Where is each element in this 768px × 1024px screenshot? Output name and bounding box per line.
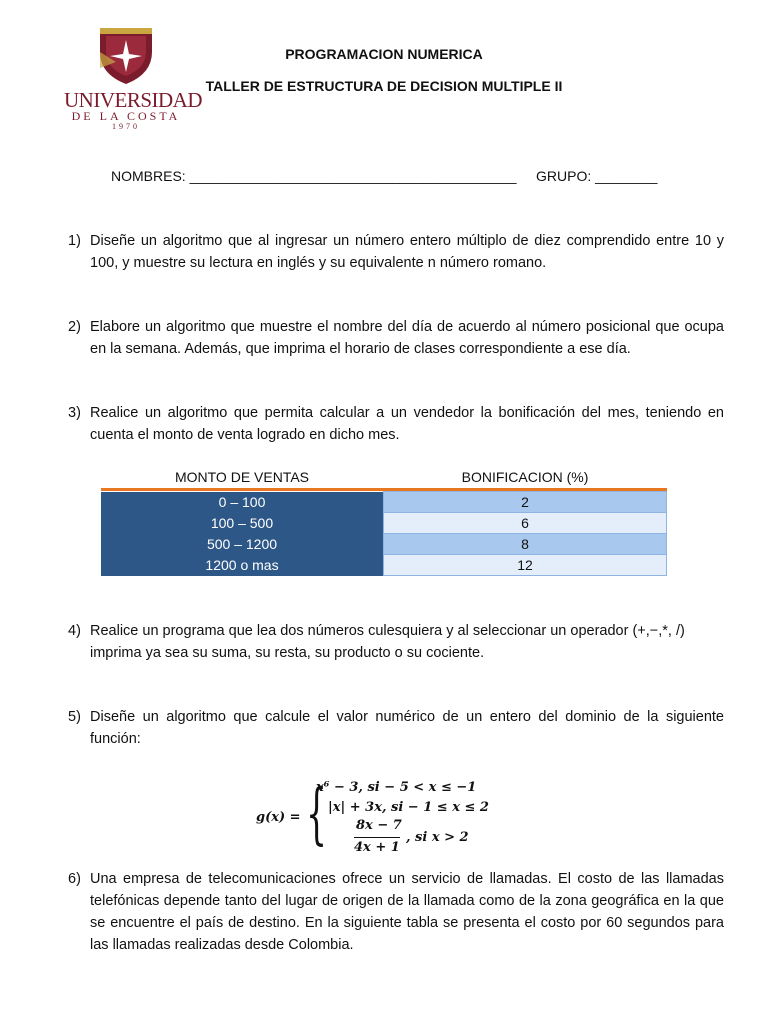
logo-university-text: UNIVERSIDAD	[64, 88, 202, 112]
table-row	[101, 513, 667, 534]
question-number: 1)	[68, 233, 81, 249]
question-number: 3)	[68, 405, 81, 421]
question-text: Realice un algoritmo que permita calcular a un vendedor la bonificación del mes, teniendo en cuenta el monto de venta logrado en dicho mes.	[90, 405, 724, 443]
case-3-condition: , si x > 2	[406, 830, 469, 845]
table-cell: 0 – 100	[101, 492, 384, 513]
brace-icon: {	[306, 775, 327, 852]
case-3-numerator: 8x − 7	[356, 818, 402, 833]
table-row	[101, 555, 667, 576]
question-6	[68, 868, 724, 956]
case-3-denominator: 4x + 1	[354, 840, 400, 855]
question-text: Realice un programa que lea dos números culesquiera y al seleccionar un operador (+,−,*, /) imprima ya sea su suma, su resta, su producto o su cociente.	[90, 623, 685, 661]
case-2: |x| + 3x, si − 1 ≤ x ≤ 2	[328, 800, 489, 815]
question-number: 4)	[68, 623, 81, 639]
table-header	[101, 466, 667, 488]
col-header-bonificacion: BONIFICACION (%)	[461, 469, 589, 485]
table-cell: 12	[384, 555, 667, 576]
bonus-table	[101, 466, 667, 576]
case-1: x⁶ − 3, si − 5 < x ≤ −1	[316, 780, 477, 795]
table-row	[101, 534, 667, 555]
col-header-monto: MONTO DE VENTAS	[174, 469, 310, 485]
question-text: Elabore un algoritmo que muestre el nombre del día de acuerdo al número posicional que ocupa en la semana. Además, que imprima el horario de clases correspondiente a ese día.	[90, 319, 724, 357]
function-lhs: g(x) =	[256, 810, 301, 825]
table-cell: 8	[384, 534, 667, 555]
question-2	[68, 316, 724, 360]
question-1	[68, 230, 724, 274]
question-3	[68, 402, 724, 446]
fraction-bar	[354, 837, 400, 838]
question-text: Una empresa de telecomunicaciones ofrece un servicio de llamadas. El costo de las llamadas telefónicas depende tanto del lugar de origen de la llamada como de la zona geográfica en la que se encuentre el país de destino. En la siguiente tabla se presenta el costo por 60 segundos para las llamadas realizadas desde Colombia.	[90, 871, 724, 953]
table-cell: 500 – 1200	[101, 534, 384, 555]
table-cell: 6	[384, 513, 667, 534]
question-number: 6)	[68, 871, 81, 887]
question-4	[68, 620, 724, 664]
table-cell: 2	[384, 492, 667, 513]
table-cell: 100 – 500	[101, 513, 384, 534]
question-number: 2)	[68, 319, 81, 335]
question-5	[68, 706, 724, 750]
logo-year-text: 1970	[112, 122, 140, 131]
table-cell: 1200 o mas	[101, 555, 384, 576]
document-title: PROGRAMACION NUMERICA	[285, 46, 483, 62]
document-subtitle: TALLER DE ESTRUCTURA DE DECISION MULTIPLE II	[205, 78, 563, 94]
piecewise-function	[256, 776, 556, 858]
question-text: Diseñe un algoritmo que al ingresar un número entero múltiplo de diez comprendido entre 10 y 100, y muestre su lectura en inglés y su equivalente n número romano.	[90, 233, 724, 271]
logo-costa-text: DE LA COSTA	[71, 109, 181, 123]
table-row	[101, 492, 667, 513]
nombres-field: NOMBRES: __________________________________________	[111, 168, 517, 184]
grupo-field: GRUPO: ________	[536, 168, 658, 184]
question-number: 5)	[68, 709, 81, 725]
university-logo	[64, 22, 202, 131]
question-text: Diseñe un algoritmo que calcule el valor numérico de un entero del dominio de la siguiente función:	[90, 709, 724, 747]
